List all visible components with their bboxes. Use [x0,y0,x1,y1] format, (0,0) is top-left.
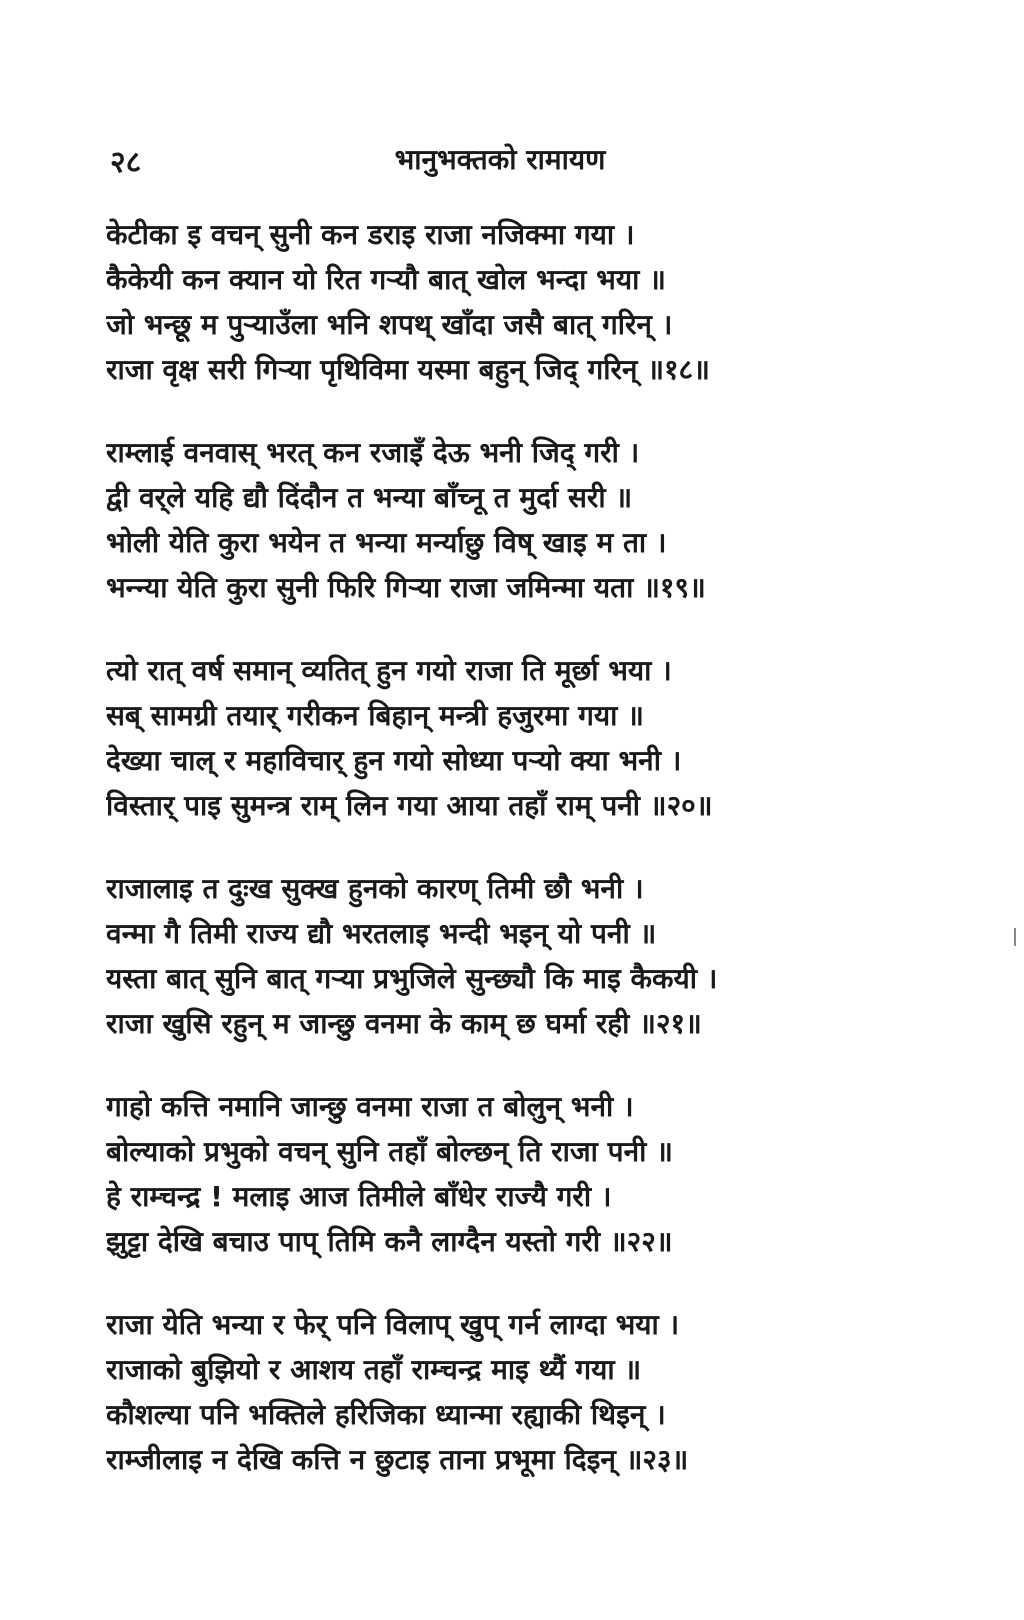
stanza-23 [106,1302,866,1482]
verse-line: राजा वृक्ष सरी गिर्‍या पृथिविमा यस्मा बहुन् जिद् गरिन् ॥१८॥ [106,353,710,386]
verse-line: जो भन्छू म पुर्‍याउँला भनि शपथ् खाँदा जसै बात् गरिन् । [106,308,673,341]
page-number: २८ [110,145,142,180]
verse-line: राजा येति भन्या र फेर् पनि विलाप् खुप् गर्न लाग्दा भया । [106,1308,680,1341]
verse-line: हे राम्चन्द्र ! मलाइ आज तिमीले बाँधेर राज्यै गरी । [106,1180,612,1213]
verse-line: भन्न्या येति कुरा सुनी फिरि गिर्‍या राजा जमिन्मा यता ॥१९॥ [106,571,706,604]
stanza-19 [106,430,866,610]
verse-line: केटीका इ वचन् सुनी कन डराइ राजा नजिक्मा गया । [106,218,635,251]
page-header [110,140,890,184]
verse-line: कैकेयी कन क्यान यो रित गर्‍यौ बात् खोल भन्दा भया ॥ [106,263,666,296]
scan-artifact [1014,928,1016,946]
verse-line: यस्ता बात् सुनि बात् गर्‍या प्रभुजिले सुन्छ्यौ कि माइ कैकयी । [106,962,718,995]
verse-line: झुट्टा देखि बचाउ पाप् तिमि कनै लाग्दैन यस्तो गरी ॥२२॥ [106,1225,673,1258]
verse-line: गाहो कत्ति नमानि जान्छु वनमा राजा त बोलुन् भनी । [106,1090,634,1123]
verse-line: वन्मा गै तिमी राज्य द्यौ भरतलाइ भन्दी भइन् यो पनी ॥ [106,917,657,950]
verse-line: बोल्याको प्रभुको वचन् सुनि तहाँ बोल्छन् ति राजा पनी ॥ [106,1135,673,1168]
verse-block [106,212,866,1520]
verse-line: सब् सामग्री तयार् गरीकन बिहान् मन्त्री हजुरमा गया ॥ [106,699,644,732]
verse-line: राजालाइ त दुःख सुक्ख हुनको कारण् तिमी छौ भनी । [106,872,644,905]
stanza-22 [106,1084,866,1264]
verse-line: देख्या चाल् र महाविचार् हुन गयो सोध्या पर्‍यो क्या भनी । [106,744,682,777]
verse-line: कौशल्या पनि भक्तिले हरिजिका ध्यान्मा रह्याकी थिइन् । [106,1398,666,1431]
verse-line: राम्लाई वनवास् भरत् कन रजाइँ देऊ भनी जिद् गरी । [106,436,640,469]
stanza-21 [106,866,866,1046]
verse-line: द्वी वर्‌ले यहि द्यौ दिंदौन त भन्या बाँच्नू त मुर्दा सरी ॥ [106,481,633,514]
verse-line: त्यो रात् वर्ष समान् व्यतित् हुन गयो राजा ति मूर्छा भया । [106,654,672,687]
verse-line: भोली येति कुरा भयेन त भन्या मर्न्याछु विष् खाइ म ता । [106,526,667,559]
stanza-18 [106,212,866,392]
verse-line: राजाको बुझियो र आशय तहाँ राम्चन्द्र माइ थ्यैं गया ॥ [106,1353,642,1386]
verse-line: विस्तार् पाइ सुमन्त्र राम् लिन गया आया तहाँ राम् पनी ॥२०॥ [106,789,713,822]
verse-line: राजा खुसि रहुन् म जान्छु वनमा के काम् छ घर्मा रही ॥२१॥ [106,1007,702,1040]
running-title: भानुभक्तको रामायण [394,143,606,176]
verse-line: राम्जीलाइ न देखि कत्ति न छुटाइ ताना प्रभूमा दिइन् ॥२३॥ [106,1443,689,1476]
stanza-20 [106,648,866,828]
